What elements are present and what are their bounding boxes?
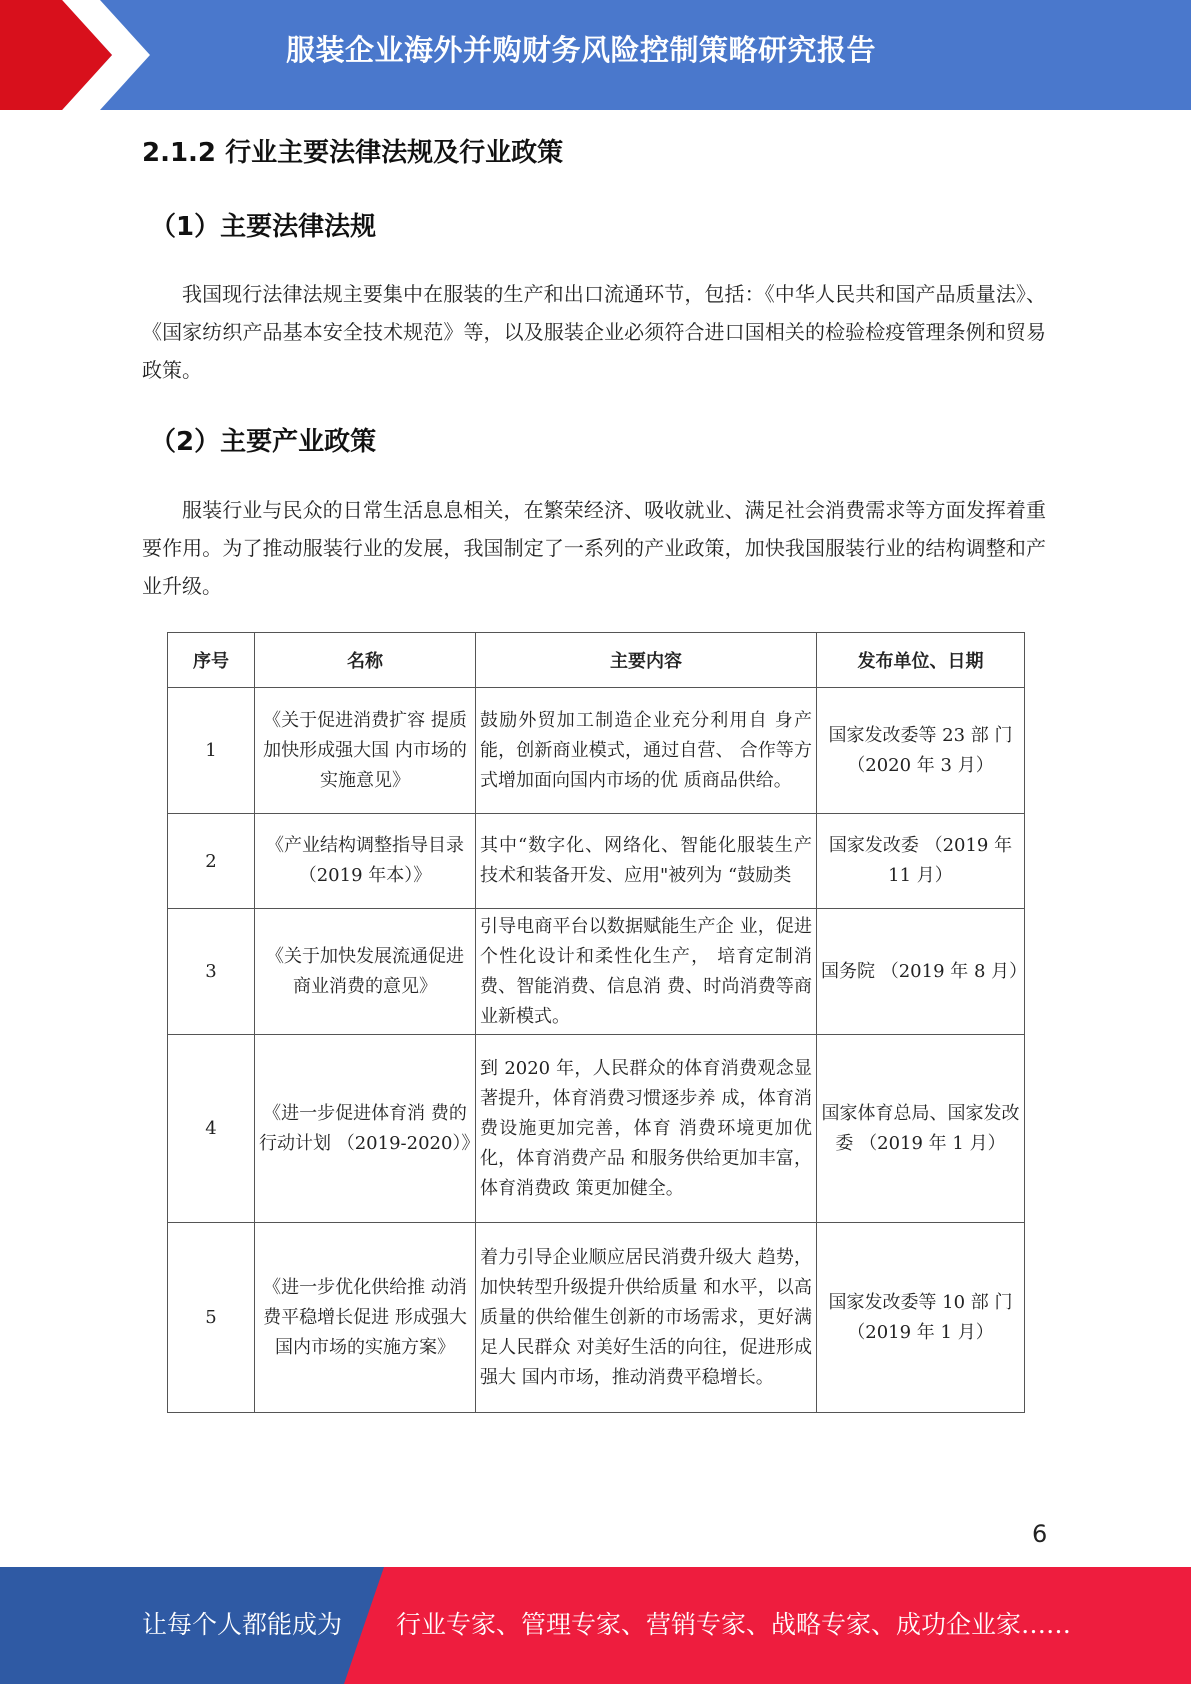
table-header-row [168, 633, 1025, 688]
policy-content: 引导电商平台以数据赋能生产企 业，促进个性化设计和柔性化生产， 培育定制消费、智能消费、信息消 费、时尚消费等商业新模式。 [476, 909, 817, 1035]
page-number: 6 [1032, 1520, 1048, 1548]
footer-banner [0, 1567, 1191, 1684]
policy-issuer: 国务院 （2019 年 8 月） [817, 909, 1025, 1035]
policy-table [167, 632, 1028, 1413]
header-chevron-icon [0, 0, 160, 110]
policy-issuer: 国家发改委等 23 部 门（2020 年 3 月） [817, 688, 1025, 814]
row-number: 5 [168, 1223, 255, 1413]
policy-content: 着力引导企业顺应居民消费升级大 趋势，加快转型升级提升供给质量 和水平，以高质量的供给催生创新的市场需求，更好满足人民群众 对美好生活的向往，促进形成强大 国内市场，推动消费平稳增长。 [476, 1223, 817, 1413]
header-banner [0, 0, 1191, 110]
footer-slogan-left: 让每个人都能成为 [142, 1610, 343, 1639]
column-header-content: 主要内容 [476, 633, 817, 688]
column-header-name: 名称 [255, 633, 476, 688]
policy-name: 《进一步促进体育消 费的行动计划 （2019-2020）》 [255, 1035, 476, 1223]
column-header-no: 序号 [168, 633, 255, 688]
policy-name: 《关于加快发展流通促进商业消费的意见》 [255, 909, 476, 1035]
policy-issuer: 国家发改委等 10 部 门（2019 年 1 月） [817, 1223, 1025, 1413]
row-number: 4 [168, 1035, 255, 1223]
policies-paragraph: 服装行业与民众的日常生活息息相关，在繁荣经济、吸收就业、满足社会消费需求等方面发挥着重要作用。为了推动服装行业的发展，我国制定了一系列的产业政策，加快我国服装行业的结构调整和产业升级。 [142, 498, 1046, 598]
column-header-issuer: 发布单位、日期 [817, 633, 1025, 688]
table-row [168, 814, 1025, 909]
policy-name: 《进一步优化供给推 动消费平稳增长促进 形成强大国内市场的实施方案》 [255, 1223, 476, 1413]
row-number: 3 [168, 909, 255, 1035]
policy-name: 《关于促进消费扩容 提质加快形成强大国 内市场的实施意见》 [255, 688, 476, 814]
subsection-heading-policies: （2）主要产业政策 [150, 427, 377, 457]
policy-name: 《产业结构调整指导目录（2019 年本）》 [255, 814, 476, 909]
policy-issuer: 国家体育总局、国家发改委 （2019 年 1 月） [817, 1035, 1025, 1223]
footer-slogan-right: 行业专家、管理专家、营销专家、战略专家、成功企业家…… [396, 1610, 1072, 1639]
policy-issuer: 国家发改委 （2019 年 11 月） [817, 814, 1025, 909]
table-row [168, 688, 1025, 814]
policy-content: 到 2020 年，人民群众的体育消费观念显著提升，体育消费习惯逐步养 成，体育消费设施更加完善，体育 消费环境更加优化，体育消费产品 和服务供给更加丰富，体育消费政 策更加健全。 [476, 1035, 817, 1223]
policy-content: 其中“数字化、网络化、智能化服装生产技术和装备开发、应用"被列为 “鼓励类 [476, 814, 817, 909]
row-number: 2 [168, 814, 255, 909]
table-row [168, 1223, 1025, 1413]
table-row [168, 1035, 1025, 1223]
row-number: 1 [168, 688, 255, 814]
section-heading: 2.1.2 行业主要法律法规及行业政策 [142, 138, 564, 168]
policy-content: 鼓励外贸加工制造企业充分利用自 身产能，创新商业模式，通过自营、 合作等方式增加面向国内市场的优 质商品供给。 [476, 688, 817, 814]
subsection-heading-laws: （1）主要法律法规 [150, 212, 377, 242]
header-title: 服装企业海外并购财务风险控制策略研究报告 [286, 33, 877, 67]
laws-paragraph: 我国现行法律法规主要集中在服装的生产和出口流通环节，包括：《中华人民共和国产品质量法》、《国家纺织产品基本安全技术规范》等，以及服装企业必须符合进口国相关的检验检疫管理条例和贸易政策。 [142, 282, 1046, 382]
table-row [168, 909, 1025, 1035]
